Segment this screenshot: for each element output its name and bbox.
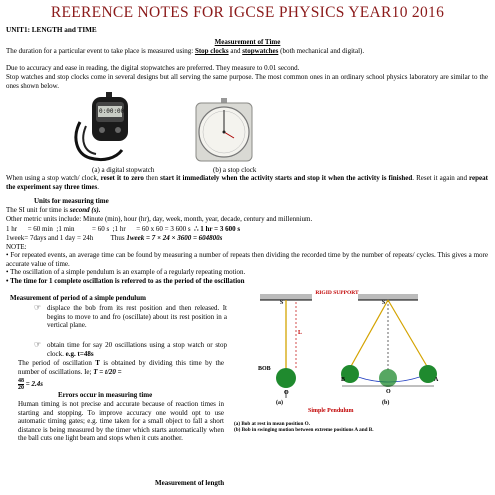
bob-label: BOB xyxy=(258,366,271,372)
step-obtain-time xyxy=(47,341,227,358)
stop-clocks-term: Stop clocks xyxy=(194,47,229,55)
text: and xyxy=(228,47,243,55)
conversion-row-1 xyxy=(6,225,240,234)
legend-a: (a) Bob at rest in mean position O. xyxy=(234,421,310,427)
text-bold: second (s). xyxy=(69,206,101,214)
text-bold: ∴ 1 hr = 3 600 s xyxy=(194,225,241,233)
text: 1 hr = 60 min ;1 min = 60 s ;1 hr = 60 x 60 = 3 600 s xyxy=(6,225,195,233)
figure-b-label: (b) xyxy=(382,400,390,406)
point-s-label-a: S xyxy=(280,300,284,306)
diagram-title: Simple Pendulum xyxy=(308,408,354,414)
step-displace: displace the bob from its rest position and then released. It begins to move to and fro (oscillate) about its rest position in a vertical plane. xyxy=(47,304,227,330)
paragraph-accuracy: Due to accuracy and ease in reading, the digital stopwatches are preferred. They measure to 0.01 second. xyxy=(6,64,300,72)
figure-a-label: (a) xyxy=(276,400,283,406)
fraction xyxy=(18,378,24,391)
point-a-label: A xyxy=(434,377,439,383)
stop-clock-image xyxy=(192,98,256,164)
pendulum-measure-title: Measurement of period of a simple pendulum xyxy=(10,294,146,302)
text: The period of oscillation xyxy=(18,359,96,367)
text-bold: e.g. t=48s xyxy=(65,349,94,358)
text-bold: repeat the experiment say three times xyxy=(6,174,488,191)
rigid-support-label: RIGID SUPPORT xyxy=(315,290,359,296)
unit-line: UNIT1: LENGTH and TIME xyxy=(6,26,97,34)
point-o-label-b: O xyxy=(386,389,391,395)
caption-stop-clock: (b) a stop clock xyxy=(213,166,257,174)
si-unit-line xyxy=(6,206,101,215)
text: obtain time for say 20 oscillations using a stop watch or stop clock. xyxy=(47,341,227,358)
legend-b: (b) Bob in swinging motion between extreme positions A and B. xyxy=(234,427,374,433)
note-bullet-1: • For repeated events, an average time can be found by measuring a number of repeats then dividing the recorded time by the number of repeats/ cycles. This gives a more accurate value of time. xyxy=(6,251,488,268)
pointer-icon: ☞ xyxy=(34,303,42,312)
next-section-title: Measurement of length xyxy=(155,479,225,487)
text: . xyxy=(97,182,99,191)
point-o-label-a: O xyxy=(284,390,289,396)
text: is obtained by dividing this time by the number of oscillations. Ie; xyxy=(18,359,225,376)
paragraph-time-intro xyxy=(6,47,488,56)
text-bold: 1week = 7 × 24 × 3600 = 604800s xyxy=(126,234,223,242)
section-title-time: Measurement of Time xyxy=(214,38,281,46)
pointer-icon: ☞ xyxy=(34,340,42,349)
paragraph-usage xyxy=(6,174,488,191)
result-value: = 2.4s xyxy=(25,380,43,389)
caption-stopwatch: (a) a digital stopwatch xyxy=(92,166,155,174)
denominator: 20 xyxy=(18,385,24,391)
other-units-line: Other metric units include: Minute (min), hour (hr), day, week, month, year, decade, century and millennium. xyxy=(6,215,313,223)
stopwatches-term: stopwatches xyxy=(242,47,279,55)
text-bold: T xyxy=(95,359,100,367)
text: . Reset it again and xyxy=(412,174,470,182)
text-bold: reset it to zero xyxy=(100,174,144,182)
units-title: Units for measuring time xyxy=(34,197,109,205)
pendulum-diagram xyxy=(228,290,490,440)
length-l-label: L xyxy=(298,330,303,336)
conversion-row-2 xyxy=(6,234,222,243)
point-s-label-b: S xyxy=(382,300,386,306)
digital-stopwatch-image xyxy=(70,92,150,164)
text: When using a stop watch/ clock, xyxy=(6,174,101,182)
text-bold: start it immediately when the activity starts and stop it when the activity is finished xyxy=(160,174,413,182)
stopwatch-display: 0:00:00 xyxy=(99,108,125,115)
numerator: 48 xyxy=(18,378,24,384)
paragraph-designs: Stop watches and stop clocks come in several designs but all serving the same purpose. The most common ones in an ordinary school physics laboratory are similar to the ones shown below. xyxy=(6,73,488,90)
period-explanation xyxy=(18,359,224,376)
note-bullet-3: • The time for 1 complete oscillation is referred to as the period of the oscillation xyxy=(6,277,245,285)
text: 1week= 7days and 1 day = 24h Thus xyxy=(6,234,127,242)
text: The SI unit for time is xyxy=(6,206,70,214)
period-formula: T = t/20 = xyxy=(93,367,122,376)
errors-paragraph: Human timing is not precise and accurate because of reaction times in starting and stopping. To improve accuracy one would opt to use automatic timing gates; e.g. time taken for a small object to fall a short distance is being measured by the timer which starts automatically when the ball cuts one light beam and stops when it cuts another. xyxy=(18,400,224,443)
text: The duration for a particular event to take place is measured using: xyxy=(6,47,195,55)
period-result xyxy=(18,378,43,391)
text: then xyxy=(143,174,161,182)
note-bullet-2: • The oscillation of a simple pendulum is an example of a regularly repeating motion. xyxy=(6,268,246,276)
text: (both mechanical and digital). xyxy=(278,47,365,55)
page-header-title: REERENCE NOTES FOR IGCSE PHYSICS YEAR10 2016 xyxy=(50,4,445,21)
note-label: NOTE: xyxy=(6,243,27,251)
errors-title: Errors occur in measuring time xyxy=(58,391,153,399)
point-b-label: B xyxy=(341,377,346,383)
